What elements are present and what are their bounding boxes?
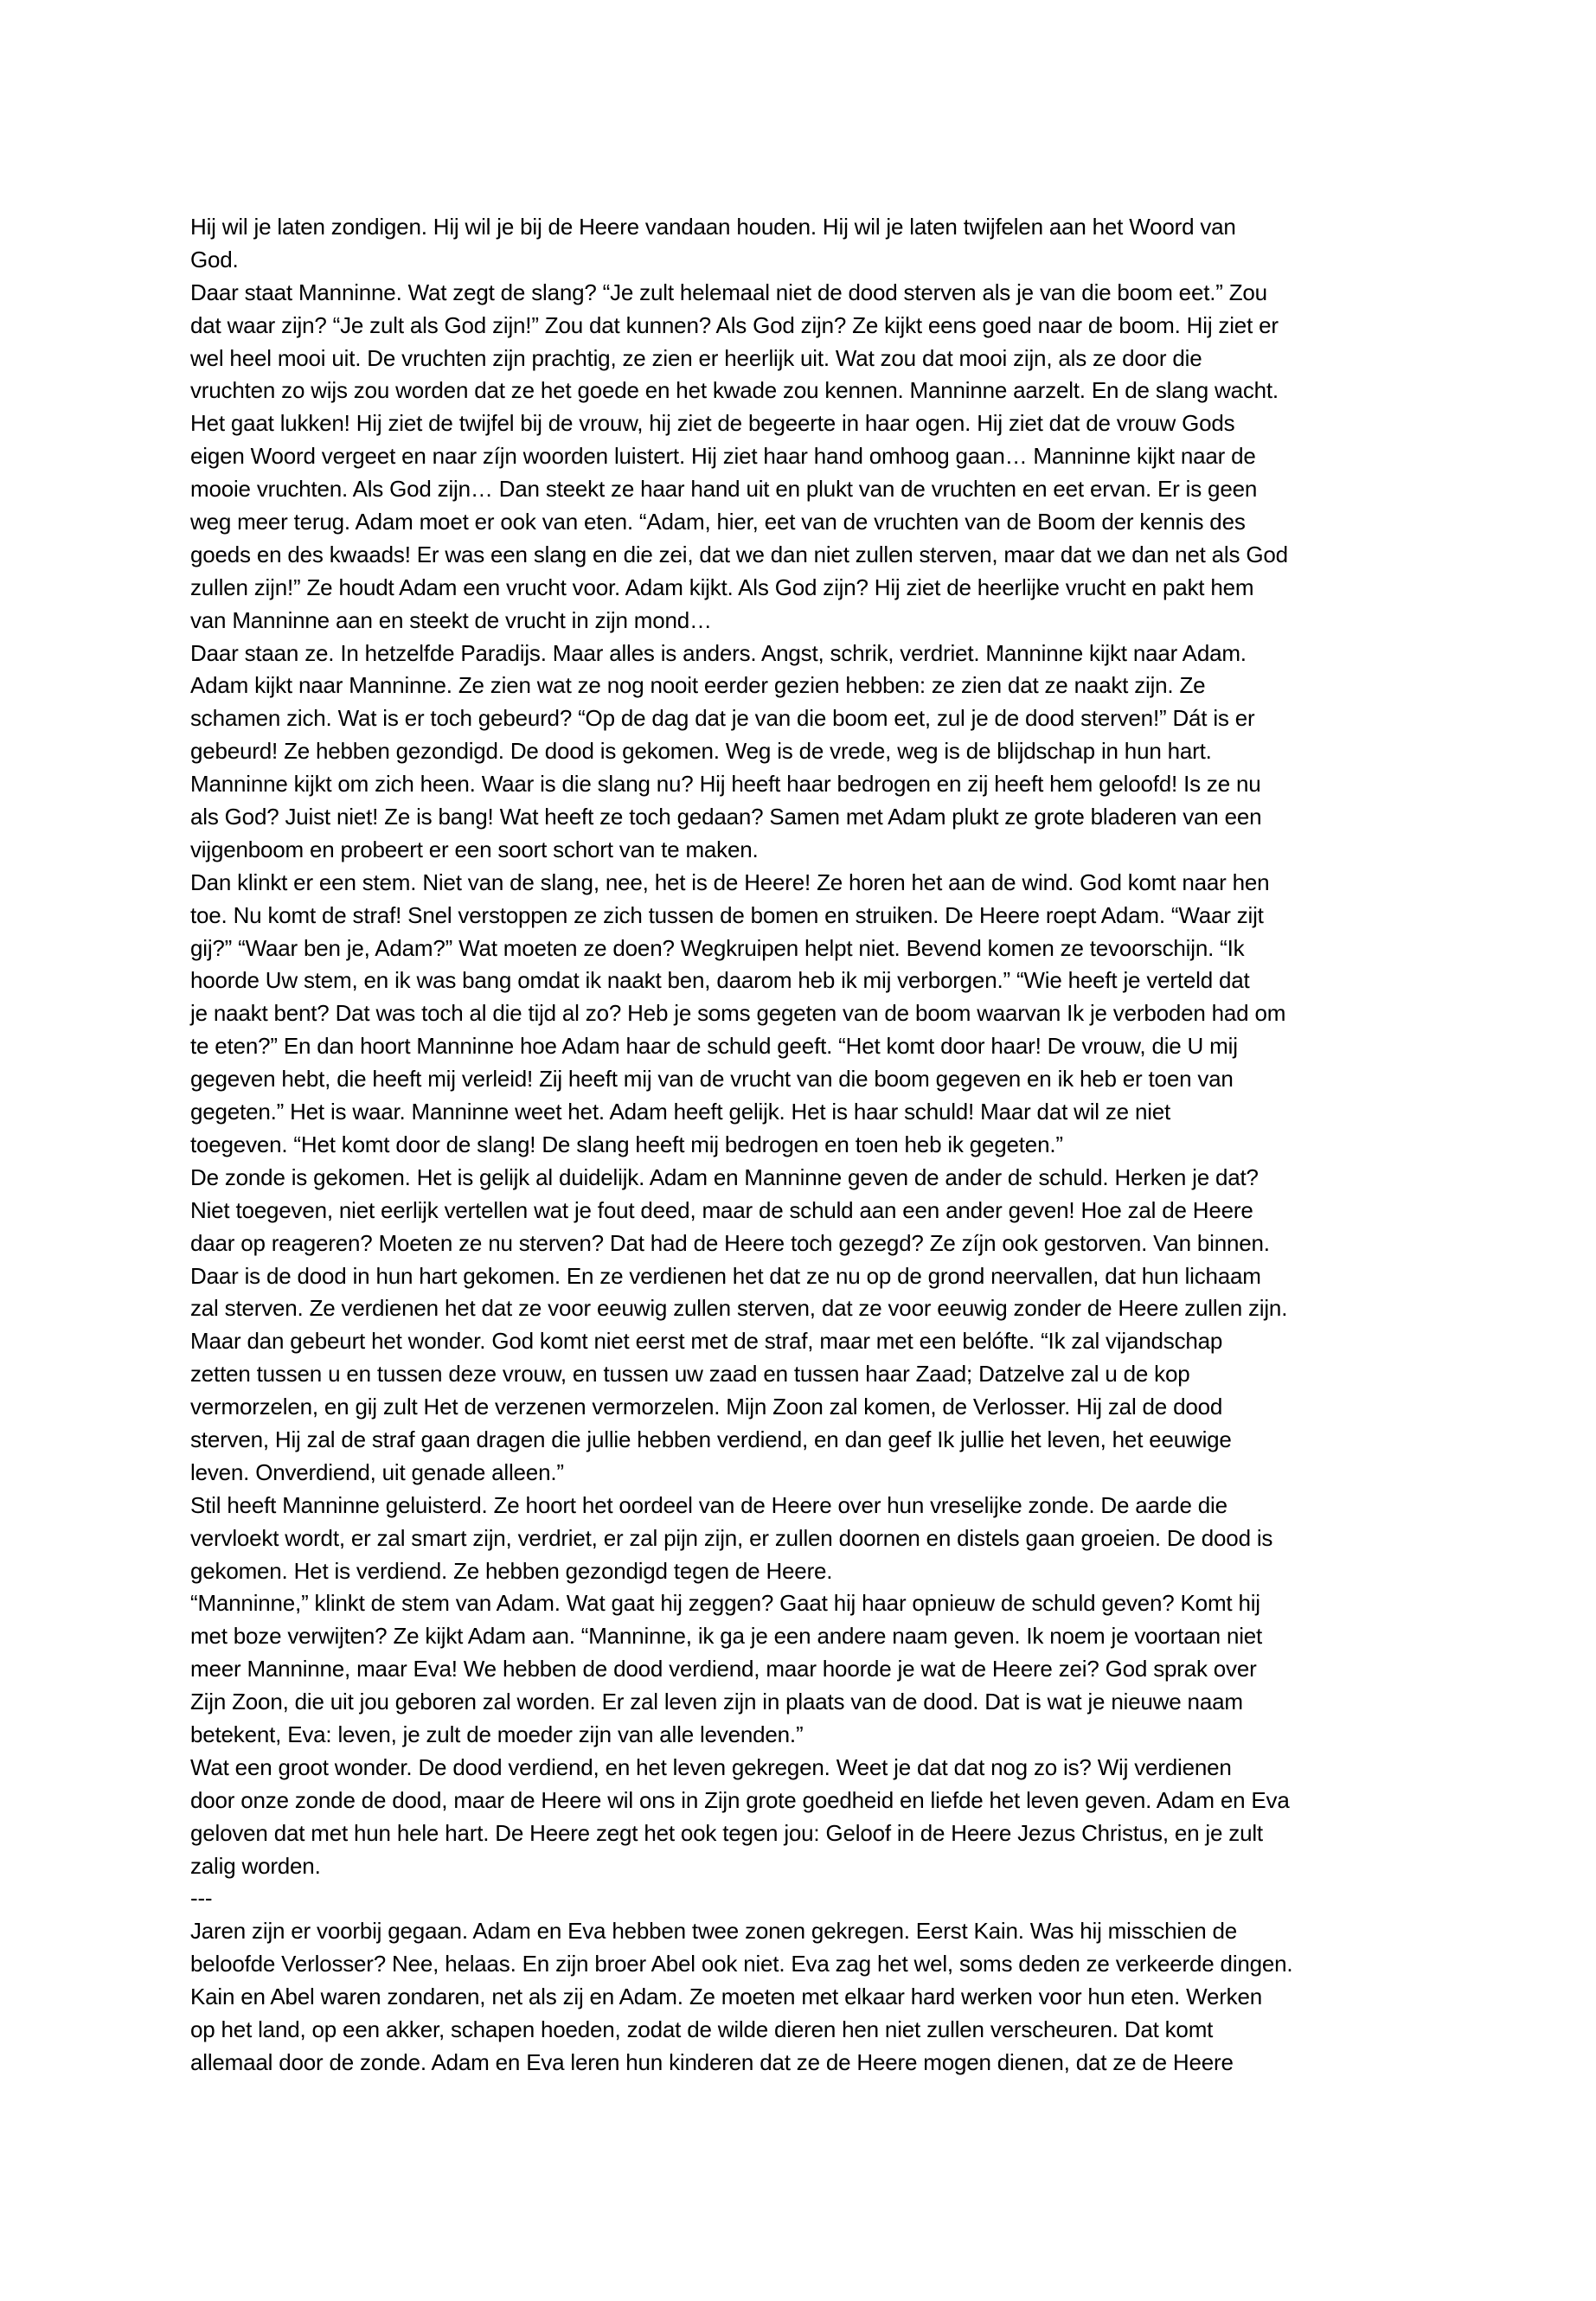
text-line: --- bbox=[190, 1885, 213, 1912]
paragraph bbox=[190, 1490, 1401, 1588]
text-line: je naakt bent? Dat was toch al die tijd al zo? Heb je soms gegeten van de boom waarvan Ik je verboden had om bbox=[190, 1000, 1286, 1027]
text-line: Hij wil je laten zondigen. Hij wil je bij de Heere vandaan houden. Hij wil je laten twijfelen aan het Woord van bbox=[190, 214, 1236, 240]
text-line: dat waar zijn? “Je zult als God zijn!” Zou dat kunnen? Als God zijn? Ze kijkt eens goed naar de boom. Hij ziet er bbox=[190, 311, 1279, 338]
paragraph bbox=[190, 1587, 1401, 1751]
text-line: vruchten zo wijs zou worden dat ze het goede en het kwade zou kennen. Manninne aarzelt. En de slang wacht. bbox=[190, 377, 1279, 404]
text-line: Niet toegeven, niet eerlijk vertellen wat je fout deed, maar de schuld aan een ander geven! Hoe zal de Heere bbox=[190, 1196, 1253, 1223]
text-line: Wat een groot wonder. De dood verdiend, en het leven gekregen. Weet je dat dat nog zo is? Wij verdienen bbox=[190, 1753, 1232, 1780]
text-line: meer Manninne, maar Eva! We hebben de dood verdiend, maar hoorde je wat de Heere zei? God sprak over bbox=[190, 1656, 1257, 1682]
text-line: Manninne kijkt om zich heen. Waar is die slang nu? Hij heeft haar bedrogen en zij heeft hem geloofd! Is ze nu bbox=[190, 771, 1261, 798]
text-line: als God? Juist niet! Ze is bang! Wat heeft ze toch gedaan? Samen met Adam plukt ze grote bladeren van een bbox=[190, 804, 1262, 830]
paragraph bbox=[190, 1752, 1401, 1883]
text-line: “Manninne,” klinkt de stem van Adam. Wat gaat hij zeggen? Gaat hij haar opnieuw de schuld geven? Komt hij bbox=[190, 1590, 1260, 1617]
text-line: Zijn Zoon, die uit jou geboren zal worden. Er zal leven zijn in plaats van de dood. Dat is wat je nieuwe naam bbox=[190, 1689, 1243, 1715]
paragraph bbox=[190, 1915, 1401, 2079]
text-line: zetten tussen u en tussen deze vrouw, en tussen uw zaad en tussen haar Zaad; Datzelve zal u de kop bbox=[190, 1361, 1190, 1388]
text-line: schamen zich. Wat is er toch gebeurd? “Op de dag dat je van die boom eet, zul je de dood sterven!” Dát is er bbox=[190, 705, 1255, 732]
text-line: gegeten.” Het is waar. Manninne weet het. Adam heeft gelijk. Het is haar schuld! Maar dat wil ze niet bbox=[190, 1099, 1171, 1125]
text-line: gegeven hebt, die heeft mij verleid! Zij heeft mij van de vrucht van die boom gegeven en ik heb er toen van bbox=[190, 1066, 1234, 1093]
text-line: geloven dat met hun hele hart. De Heere zegt het ook tegen jou: Geloof in de Heere Jezus Christus, en je zult bbox=[190, 1819, 1263, 1846]
text-line: toegeven. “Het komt door de slang! De slang heeft mij bedrogen en toen heb ik gegeten.” bbox=[190, 1131, 1063, 1157]
paragraph bbox=[190, 277, 1401, 638]
text-line: Daar is de dood in hun hart gekomen. En ze verdienen het dat ze nu op de grond neervallen, dat hun lichaam bbox=[190, 1262, 1261, 1289]
text-line: gij?” “Waar ben je, Adam?” Wat moeten ze doen? Wegkruipen helpt niet. Bevend komen ze tevoorschijn. “Ik bbox=[190, 934, 1245, 961]
text-line: zullen zijn!” Ze houdt Adam een vrucht voor. Adam kijkt. Als God zijn? Hij ziet de heerlijke vrucht en pakt hem bbox=[190, 574, 1254, 600]
text-line: goeds en des kwaads! Er was een slang en die zei, dat we dan niet zullen sterven, maar dat we dan net als God bbox=[190, 541, 1288, 567]
text-line: Jaren zijn er voorbij gegaan. Adam en Eva hebben twee zonen gekregen. Eerst Kain. Was hij misschien de bbox=[190, 1918, 1238, 1945]
text-line: Daar staat Manninne. Wat zegt de slang? “Je zult helemaal niet de dood sterven als je van die boom eet.” Zou bbox=[190, 279, 1267, 305]
text-line: Dan klinkt er een stem. Niet van de slang, nee, het is de Heere! Ze horen het aan de wind. God komt naar hen bbox=[190, 868, 1270, 895]
text-line: met boze verwijten? Ze kijkt Adam aan. “Manninne, ik ga je een andere naam geven. Ik noem je voortaan niet bbox=[190, 1623, 1263, 1650]
text-line: zal sterven. Ze verdienen het dat ze voor eeuwig zullen sterven, dat ze voor eeuwig zonder de Heere zullen zijn. bbox=[190, 1295, 1288, 1322]
text-line: zalig worden. bbox=[190, 1852, 321, 1879]
text-line: leven. Onverdiend, uit genade alleen.” bbox=[190, 1458, 564, 1485]
text-line: van Manninne aan en steekt de vrucht in zijn mond… bbox=[190, 606, 712, 633]
text-line: sterven, Hij zal de straf gaan dragen die jullie hebben verdiend, en dan geef Ik jullie het leven, het eeuwige bbox=[190, 1426, 1232, 1452]
paragraph bbox=[190, 1882, 1401, 1915]
text-line: beloofde Verlosser? Nee, helaas. En zijn broer Abel ook niet. Eva zag het wel, soms deden ze verkeerde dingen. bbox=[190, 1951, 1293, 1977]
text-line: Stil heeft Manninne geluisterd. Ze hoort het oordeel van de Heere over hun vreselijke zonde. De aarde die bbox=[190, 1491, 1227, 1518]
text-line: door onze zonde de dood, maar de Heere wil ons in Zijn grote goedheid en liefde het leven geven. Adam en Eva bbox=[190, 1786, 1290, 1813]
text-line: vervloekt wordt, er zal smart zijn, verdriet, er zal pijn zijn, er zullen doornen en distels gaan groeien. De dood is bbox=[190, 1524, 1273, 1551]
text-line: gebeurd! Ze hebben gezondigd. De dood is gekomen. Weg is de vrede, weg is de blijdschap in hun hart. bbox=[190, 738, 1212, 765]
text-line: vijgenboom en probeert er een soort schort van te maken. bbox=[190, 836, 759, 862]
paragraph bbox=[190, 867, 1401, 1162]
text-line: daar op reageren? Moeten ze nu sterven? Dat had de Heere toch gezegd? Ze zíjn ook gestorven. Van binnen. bbox=[190, 1229, 1270, 1256]
document-text bbox=[190, 211, 1401, 2080]
text-line: allemaal door de zonde. Adam en Eva leren hun kinderen dat ze de Heere mogen dienen, dat ze de Heere bbox=[190, 2048, 1234, 2075]
paragraph bbox=[190, 1162, 1401, 1490]
paragraph bbox=[190, 638, 1401, 867]
text-line: op het land, op een akker, schapen hoeden, zodat de wilde dieren hen niet zullen verscheuren. Dat komt bbox=[190, 2016, 1214, 2042]
text-line: weg meer terug. Adam moet er ook van eten. “Adam, hier, eet van de vruchten van de Boom der kennis des bbox=[190, 509, 1246, 535]
text-line: God. bbox=[190, 246, 239, 272]
text-line: hoorde Uw stem, en ik was bang omdat ik naakt ben, daarom heb ik mij verborgen.” “Wie heeft je verteld dat bbox=[190, 967, 1250, 994]
text-line: betekent, Eva: leven, je zult de moeder zijn van alle levenden.” bbox=[190, 1721, 804, 1747]
text-line: Adam kijkt naar Manninne. Ze zien wat ze nog nooit eerder gezien hebben: ze zien dat ze naakt zijn. Ze bbox=[190, 672, 1206, 699]
text-line: wel heel mooi uit. De vruchten zijn prachtig, ze zien er heerlijk uit. Wat zou dat mooi zijn, als ze door die bbox=[190, 344, 1202, 371]
text-line: te eten?” En dan hoort Manninne hoe Adam haar de schuld geeft. “Het komt door haar! De vrouw, die U mij bbox=[190, 1033, 1238, 1060]
text-line: eigen Woord vergeet en naar zíjn woorden luistert. Hij ziet haar hand omhoog gaan… Manninne kijkt naar de bbox=[190, 443, 1256, 470]
text-line: mooie vruchten. Als God zijn… Dan steekt ze haar hand uit en plukt van de vruchten en eet ervan. Er is geen bbox=[190, 476, 1258, 503]
text-line: Kain en Abel waren zondaren, net als zij en Adam. Ze moeten met elkaar hard werken voor hun eten. Werken bbox=[190, 1984, 1262, 2010]
text-line: Maar dan gebeurt het wonder. God komt niet eerst met de straf, maar met een belófte. “Ik zal vijandschap bbox=[190, 1328, 1223, 1355]
text-line: vermorzelen, en gij zult Het de verzenen vermorzelen. Mijn Zoon zal komen, de Verlosser. Hij zal de dood bbox=[190, 1394, 1223, 1420]
text-line: toe. Nu komt de straf! Snel verstoppen ze zich tussen de bomen en struiken. De Heere roept Adam. “Waar zijt bbox=[190, 901, 1264, 928]
paragraph bbox=[190, 211, 1401, 277]
text-line: Daar staan ze. In hetzelfde Paradijs. Maar alles is anders. Angst, schrik, verdriet. Manninne kijkt naar Adam. bbox=[190, 639, 1247, 666]
text-line: gekomen. Het is verdiend. Ze hebben gezondigd tegen de Heere. bbox=[190, 1557, 833, 1584]
text-line: De zonde is gekomen. Het is gelijk al duidelijk. Adam en Manninne geven de ander de schuld. Herken je dat? bbox=[190, 1163, 1259, 1190]
text-line: Het gaat lukken! Hij ziet de twijfel bij de vrouw, hij ziet de begeerte in haar ogen. Hij ziet dat de vrouw Gods bbox=[190, 410, 1235, 437]
